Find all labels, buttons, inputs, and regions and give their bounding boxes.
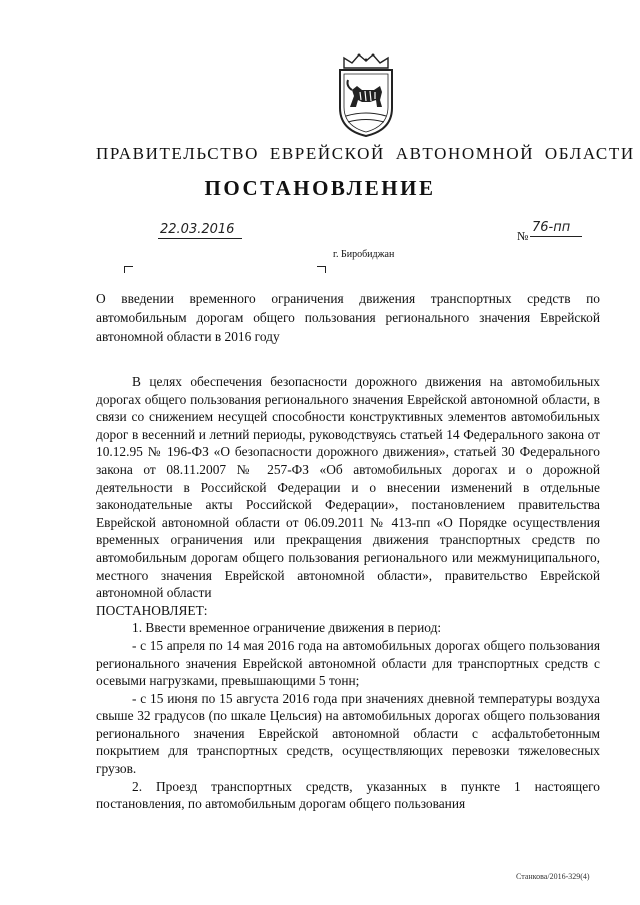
document-date: 22.03.2016 xyxy=(158,222,242,239)
item-1a: - с 15 апреля по 14 мая 2016 года на автомобильных дорогах общего пользования регионального значения Еврейской автономной области для транспортных средств с осевыми нагрузками, превышающими 5 тонн; xyxy=(96,637,600,689)
document-type-heading: ПОСТАНОВЛЕНИЕ xyxy=(204,176,436,200)
item-2: 2. Проезд транспортных средств, указанных в пункте 1 настоящего постановления, по автомобильным дорогам общего пользования xyxy=(96,778,600,812)
footer-code: Станкова/2016-329(4) xyxy=(516,872,590,881)
document-body xyxy=(96,373,600,813)
item-1b: - с 15 июня по 15 августа 2016 года при значениях дневной температуры воздуха свыше 32 градусов (по шкале Цельсия) на автомобильных дорогах общего пользования регионального значения Еврейской автономной области с асфальтобетонным покрытием для транспортных средств, осуществляющих перевозки тяжеловесных грузов. xyxy=(96,690,600,777)
subject-bracket-left xyxy=(124,266,133,273)
subject-bracket-right xyxy=(317,266,326,273)
government-title: ПРАВИТЕЛЬСТВО ЕВРЕЙСКОЙ АВТОНОМНОЙ ОБЛАСТИ xyxy=(96,144,635,163)
item-1: 1. Ввести временное ограничение движения в период: xyxy=(132,620,442,636)
preamble-paragraph: В целях обеспечения безопасности дорожного движения на автомобильных дорогах общего пользования регионального значения Еврейской автономной области, в связи со снижением несущей способности конструктивных элементов автомобильных дорог в весенний и летний периоды, руководствуясь статьей 14 Федерального закона от 10.12.95 № 196-ФЗ «О безопасности дорожного движения», статьей 30 Федерального закона от 08.11.2007 № 257-ФЗ «Об автомобильных дорогах и о дорожной деятельности в Российской Федерации и о внесении изменений в отдельные законодательные акты Российской Федерации», постановлением правительства Еврейской автономной области от 06.09.2011 № 413-пп «О Порядке осуществления временных ограничения или прекращения движения транспортных средств по автомобильным дорогам общего пользования регионального или межмуниципального, местного значения Еврейской автономной области», правительство Еврейской автономной области xyxy=(96,374,600,601)
decree-word: ПОСТАНОВЛЯЕТ: xyxy=(96,602,208,618)
document-number-label: № xyxy=(517,229,529,243)
document-subject: О введении временного ограничения движения транспортных средств по автомобильным дорогам общего пользования регионального значения Еврейской автономной области в 2016 году xyxy=(96,291,600,344)
coat-of-arms-icon xyxy=(330,52,402,138)
document-number: 76-пп xyxy=(530,220,582,237)
city-name: г. Биробиджан xyxy=(333,249,395,260)
